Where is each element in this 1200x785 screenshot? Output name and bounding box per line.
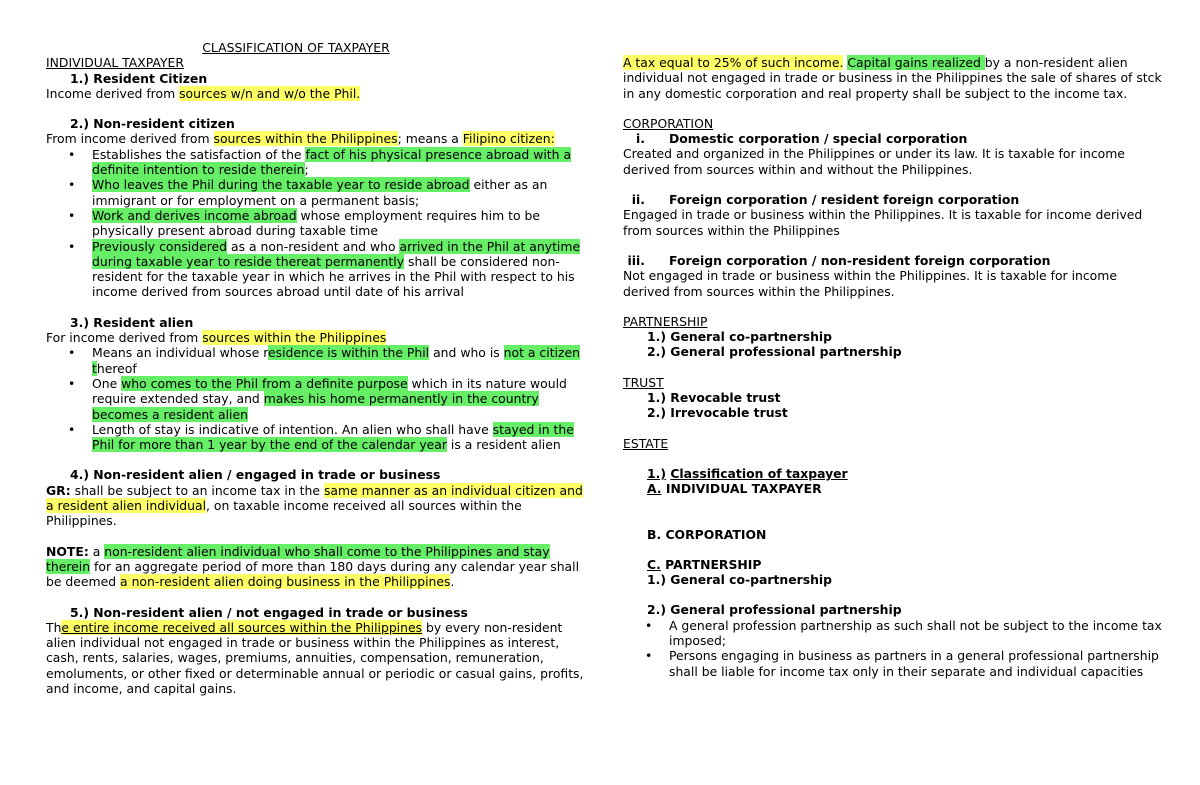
estate-heading: ESTATE [623, 435, 669, 451]
outline-partnership: C. PARTNERSHIP [647, 556, 762, 572]
nra-engaged-heading: 4.) Non-resident alien / engaged in trade or business [70, 467, 441, 483]
resident-alien-intro: For income derived from sources within the Philippines [46, 330, 387, 346]
nra-not-engaged-text: The entire income received all sources within the Philippines by every non-resident alien individual not engaged in trade or business within the Philippines as interest, cash, rents, salaries, wages, premiums, annuities, compensation, remuneration, emoluments, or other fixed or determinable annual or periodic or casual gains, profits, and income, and capital gains. [46, 619, 584, 696]
resident-citizen-heading: 1.) Resident Citizen [70, 70, 208, 86]
non-resident-citizen-heading: 2.) Non-resident citizen [70, 116, 235, 132]
outline-corporation: B. CORPORATION [647, 526, 767, 542]
trust-heading: TRUST [623, 374, 664, 390]
resident-alien-list [46, 345, 586, 452]
partnership-heading: PARTNERSHIP [623, 313, 708, 329]
list-item: • Persons engaging in business as partners in a general professional partnership shall be liable for income tax only in their separate and individual capacities [669, 648, 1163, 679]
individual-taxpayer-heading: INDIVIDUAL TAXPAYER [46, 55, 184, 71]
corp-item-title: iii. Foreign corporation / non-resident foreign corporation [627, 252, 1051, 268]
note-text: NOTE: a non-resident alien individual who shall come to the Philippines and stay therein for an aggregate period of more than 180 days during any calendar year shall be deemed a non-resident alien doing business in the Philippines. [46, 543, 580, 590]
corp-item-desc: Created and organized in the Philippines or under its law. It is taxable for income derived from sources within and without the Philippines. [623, 146, 1125, 177]
corp-item-desc: Engaged in trade or business within the Philippines. It is taxable for income derived from sources within the Philippines [623, 207, 1143, 238]
non-resident-citizen-intro: From income derived from sources within the Philippines; means a Filipino citizen: [46, 131, 555, 147]
general-rule-text: GR: shall be subject to an income tax in the same manner as an individual citizen and a resident alien individual, on taxable income received all sources within the Philippines. [46, 482, 583, 529]
gpp-list [623, 618, 1163, 679]
corporation-heading: CORPORATION [623, 115, 714, 131]
partnership-item: 2.) General professional partnership [647, 344, 902, 360]
list-item: • A general profession partnership as such shall not be subject to the income tax imposed; [669, 618, 1163, 649]
page-title: CLASSIFICATION OF TAXPAYER [202, 40, 390, 55]
list-item: • Length of stay is indicative of intention. An alien who shall have stayed in the Phil for more than 1 year by the end of the calendar year is a resident alien [92, 422, 586, 453]
partnership-item: 1.) General co-partnership [647, 329, 833, 345]
resident-citizen-text: Income derived from sources w/n and w/o the Phil. [46, 85, 361, 101]
outline-partnership-item: 1.) General co-partnership [647, 572, 833, 588]
list-item: • Work and derives income abroad whose employment requires him to be physically present abroad during taxable time [92, 208, 586, 239]
right-column [623, 55, 1163, 679]
non-resident-citizen-list [46, 147, 586, 300]
corp-item-title: i. Domestic corporation / special corporation [636, 131, 968, 147]
list-item: • One who comes to the Phil from a definite purpose which in its nature would require extended stay, and makes his home permanently in the country becomes a resident alien [92, 376, 586, 422]
list-item: • Previously considered as a non-resident and who arrived in the Phil at anytime during taxable year to reside thereat permanently shall be considered non-resident for the taxable year in which he arrives in the Phil with respect to his income derived from sources abroad until date of his arrival [92, 239, 586, 300]
outline-individual: A. INDIVIDUAL TAXPAYER [647, 481, 822, 497]
capital-gains-text: A tax equal to 25% of such income. Capital gains realized by a non-resident alien individual not engaged in trade or business in the Philippines the sale of shares of stck in any domestic corporation and real property shall be subject to the income tax. [623, 55, 1162, 101]
trust-item: 2.) Irrevocable trust [647, 405, 788, 421]
corp-item-title: ii. Foreign corporation / resident foreign corporation [631, 192, 1020, 208]
nra-not-engaged-heading: 5.) Non-resident alien / not engaged in trade or business [70, 604, 468, 620]
trust-item: 1.) Revocable trust [647, 390, 781, 406]
outline-partnership-item: 2.) General professional partnership [647, 602, 902, 618]
outline-classification: 1.) Classification of taxpayer [647, 465, 848, 481]
list-item: • Means an individual whose residence is within the Phil and who is not a citizen thereof [92, 345, 586, 376]
corp-item-desc: Not engaged in trade or business within the Philippines. It is taxable for income derived from sources within the Philippines. [623, 268, 1117, 299]
resident-alien-heading: 3.) Resident alien [70, 314, 194, 330]
list-item: • Who leaves the Phil during the taxable year to reside abroad either as an immigrant or for employment on a permanent basis; [92, 177, 586, 208]
left-column [46, 40, 586, 696]
list-item: • Establishes the satisfaction of the fact of his physical presence abroad with a definite intention to reside therein; [92, 147, 586, 178]
